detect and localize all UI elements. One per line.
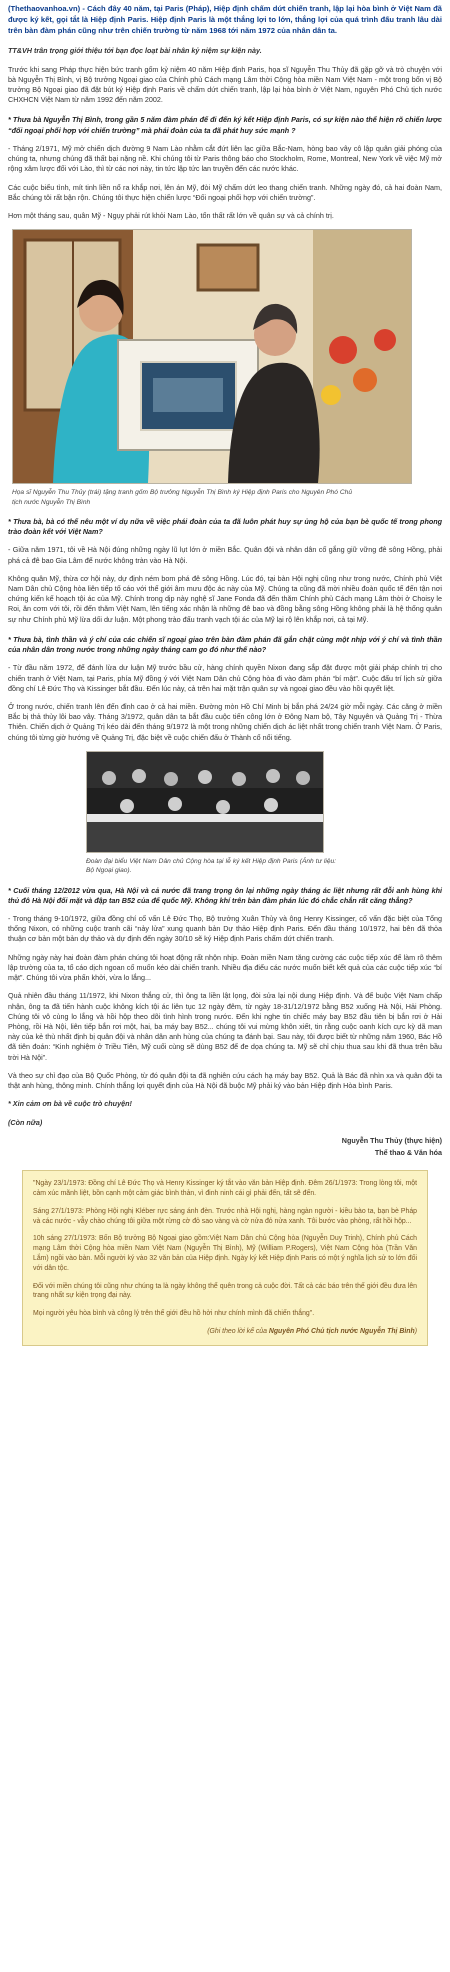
publication-name: Thể thao & Văn hóa [374, 1147, 442, 1157]
quote-entry: Đối với miền chúng tôi cũng như chúng ta là ngày không thể quên trong cả cuộc đời. Tất cả các báo trên thế giới đều đưa lên trang nhất sự kiện trọng đại này. [33, 1282, 417, 1300]
photo-illustration [87, 752, 323, 852]
paragraph: Quả nhiên đầu tháng 11/1972, khi Nixon thắng cử, thì ông ta liền lật lọng, đòi sửa lại nội dung Hiệp định. Và để buộc Việt Nam chấp nhận, ông ta đã tiến hành cuộc không kích tội ác liên tục 12 ngày đêm, từ ngày 18-31/12/1972 bằng B52 xuống Hà Nội, Hải Phòng. Chúng tôi vô cùng lo lắng và hồi hộp theo dõi tình hình trong nước. Đến khi nghe tin chiếc máy bay B52 đầu tiên bị bắn rơi ở Hải Phòng, rồi Hà Nội, liên tiếp bắn rơi một, hai, ba máy bay B52... chúng tôi vui mừng khôn xiết, tin rằng cuộc oanh kích cực kỳ dã man này của kẻ thù nhất định bị quân đội và nhân dân anh hùng của chúng ta đánh bại. Sau này, tôi được biết từ những năm 1960, Bác Hồ đã tiên đoán: “Kinh nghiệm ở Triều Tiên, Mỹ cuối cùng sẽ dùng B52 để đe dọa chúng ta. Mỹ sẽ chỉ chịu thua sau khi đã thua trên bầu trời Hà Nội”. [8, 991, 442, 1062]
figure-photo-2 [8, 751, 442, 876]
quote-source-suffix: ) [414, 1327, 417, 1335]
author-signature: Nguyễn Thu Thủy (thực hiện) [341, 1135, 442, 1145]
paragraph: - Từ đầu năm 1972, để đánh lừa dư luận Mỹ trước bầu cử, hàng chính quyền Nixon đang sắp đặt được một giải pháp chính trị cho chiến tranh ở Việt Nam, tại Paris, phía Mỹ đồng ý với Việt Nam Dân chủ Cộng hòa đi vào đàm phán “bí mật”. Cuộc đấu trí lịch sử giữa đồng chí Lê Đức Thọ và Kissinger bắt đầu. Đến lúc này, cả trên hai mặt trận quân sự và ngoại giao đều vào hồi quyết liệt. [8, 663, 442, 693]
paragraph: Trước khi sang Pháp thực hiện bức tranh gốm kỷ niệm 40 năm Hiệp định Paris, họa sĩ Nguyễn Thu Thủy đã gặp gỡ và trò chuyện với bà Nguyễn Thị Bình, vị Bộ trưởng Ngoại giao của Chính phủ Cách mạng Lâm thời Cộng hòa miền Nam Việt Nam - một trong bốn vị Bộ trưởng Bộ Ngoại giao đã đặt bút ký Hiệp định Paris về chấm dứt chiến tranh, lập lại hòa bình ở Việt Nam, nguyên Phó Chủ tịch nước CHXHCN Việt Nam từ năm 1992 đến năm 2002. [8, 64, 442, 105]
article [8, 0, 442, 1352]
paragraph: Những ngày này hai đoàn đàm phán chúng tôi hoạt động rất nhộn nhịp. Đoàn miền Nam tăng cường các cuộc tiếp xúc để làm rõ thêm lập trường của ta, tổ cáo dịch ngoan cố muốn kéo dài chiến tranh. Nhiều địa điểu các nước muốn biết kết quả của các cuộc tiếp xúc “bí mật”. Chúng tôi vừa phấn khởi, vừa lo lắng... [8, 952, 442, 983]
figure-photo-1 [8, 229, 442, 507]
article-lead: (Thethaovanhoa.vn) - Cách đây 40 năm, tại Paris (Pháp), Hiệp định chấm dứt chiến tranh, lập lại hòa bình ở Việt Nam đã được ký kết, gọi tắt là Hiệp định Paris. Hiệp định Paris là một thắng lợi to lớn, thắng lợi của quá trình đấu tranh lâu dài trên bàn đàm phán cũng như trên chiến trường từ năm 1968 tới năm 1972 của nhân dân ta. [8, 4, 442, 35]
quote-source-name: Nguyên Phó Chủ tịch nước Nguyễn Thị Bình [268, 1327, 415, 1335]
paragraph: Hơn một tháng sau, quân Mỹ - Ngụy phải rút khỏi Nam Lào, tổn thất rất lớn về quân sự và cả chính trị. [8, 210, 334, 220]
quote-box [22, 1170, 428, 1346]
paragraph: - Giữa năm 1971, tôi về Hà Nội đúng những ngày lũ lụt lớn ở miền Bắc. Quân đội và nhân dân cố gắng giữ vững đê sông Hồng, phải phá cả đê bao Gia Lâm để nước không tràn vào Hà Nội. [8, 545, 442, 565]
photo-caption: Họa sĩ Nguyễn Thu Thủy (trái) tặng tranh gốm Bộ trưởng Nguyễn Thị Bình ký Hiệp định Paris cho Nguyên Phó Chủ tịch nước Nguyễn Thị Bình [12, 489, 352, 506]
quote-entry: Sáng 27/1/1973: Phòng Hội nghị Kléber rực sáng ánh đèn. Trước nhà Hội nghị, hàng ngàn người - kiều bào ta, bạn bè Pháp và các nước - vẫy chào chúng tôi giữa một rừng cờ đỏ sao vàng và cờ nửa đỏ nửa xanh. Tôi bước vào phòng, rất hồi hộp... [33, 1207, 417, 1225]
photo-caption: Đoàn đại biểu Việt Nam Dân chủ Cộng hòa tại lễ ký kết Hiệp định Paris (Ảnh tư liệu: Bộ Ngoại giao). [86, 857, 336, 875]
paragraph: Các cuộc biểu tình, mít tinh liền nổ ra khắp nơi, lên án Mỹ, đòi Mỹ chấm dứt leo thang chiến tranh. Những ngày đó, cả hai đoàn Nam, Bắc chúng tôi rất bận rộn. Chúng tôi thực hiện chiến lược “Đối ngoại phối hợp với chiến trường”. [8, 182, 442, 202]
paragraph: - Tháng 2/1971, Mỹ mở chiến dịch đường 9 Nam Lào nhằm cắt đứt liên lạc giữa Bắc-Nam, hòng bao vây cô lập quân giải phóng của chúng ta, nhưng chúng đã thất bại nặng nề. Khi chúng tôi từ Paris thông báo cho Stockholm, Rome, Montreal, New York về việc Mỹ mở rộng xâm lược đối với Lào, thì từ các nơi này, tin tức lập tức lan truyền đến các nước khác. [8, 143, 442, 174]
quote-entry: "Ngày 23/1/1973: Đồng chí Lê Đức Thọ và Henry Kissinger ký tắt vào văn bản Hiệp định. Đêm 26/1/1973: Trong lòng tôi, một cảm xúc mãnh liệt, bồn cạnh một cảm giác bình thản, vì đinh ninh cái gì phải đến, tất sẽ đến. [33, 1180, 417, 1197]
closing-thanks: * Xin cảm ơn bà về cuộc trò chuyện! [8, 1099, 132, 1109]
paragraph: Không quân Mỹ, thừa cơ hội này, dự định ném bom phá đê sông Hồng. Lúc đó, tại bàn Hội nghị cũng như trong nước, Chính phủ Việt Nam Dân chủ Cộng hòa liên tiếp tố cáo với thế giới âm mưu độc ác này của Mỹ. Chúng ta cũng đã mời nhiều đoàn quốc tế đến tận nơi chứng kiến kế hoạch tội ác của Mỹ. Chính trong dịp này nghệ sĩ Jane Fonda đã đến thăm Chính phủ Cách mạng Lâm thời ở Choisy le Roi, ăn cơm với tôi, rồi đến thăm Việt Nam, lên tiếng xác nhận là những đê bao và đồng bằng sông Hồng không phải là hệ thống quân sự như Chính phủ Mỹ lừa dối dư luận. Một phong trào đấu tranh vạch tội ác của Mỹ lại rộ lên khắp nơi, cả tại Mỹ. [8, 573, 442, 624]
interview-question: * Thưa bà Nguyễn Thị Bình, trong gần 5 năm đàm phán để đi đến ký kết Hiệp định Paris, có sự kiện nào thể hiện rõ chiến lược “đối ngoại phối hợp với chiến trường” mà phái đoàn của ta đã phát huy sức mạnh ? [8, 115, 442, 135]
paragraph: Ở trong nước, chiến tranh lên đến đỉnh cao ở cả hai miền. Đường mòn Hồ Chí Minh bị bắn phá 24/24 giờ mỗi ngày. Các căng ở miền Bắc bị thả thủy lôi bao vây. Tháng 3/1972, quân dân ta bắt đầu cuộc tiến công lớn ở Đông Nam bộ, Tây Nguyên và Quảng Trị - Thừa Thiên. Chiến dịch ở Quảng Trị kéo dài đến tháng 9/1972 là một trong những chiến dịch ác liệt nhất trong chiến tranh Việt Nam. Ở Paris, chúng tôi từng giờ hướng về Quảng Trị, đặc biệt về cuộc chiến đấu ở Thành cổ nổi tiếng. [8, 701, 442, 742]
interview-question: * Thưa bà, bà có thể nêu một ví dụ nữa về việc phái đoàn của ta đã luôn phát huy sự ủng hộ của bạn bè quốc tế trong phong trào đoàn kết với Việt Nam? [8, 516, 442, 537]
paragraph: Và theo sự chỉ đạo của Bộ Quốc Phòng, từ đó quân đội ta đã nghiên cứu cách hạ máy bay B52. Quả là Bác đã nhìn xa và quân đội ta thật anh hùng, thông minh. Chính thắng lợi quyết định của Hà Nội đã buộc Mỹ phải ký vào bản Hiệp định Hòa bình Paris. [8, 1070, 442, 1091]
article-intro: TT&VH trân trọng giới thiệu tới bạn đọc loạt bài nhân kỷ niệm sự kiện này. [8, 46, 262, 56]
paragraph: - Trong tháng 9-10/1972, giữa đồng chí cố vấn Lê Đức Thọ, Bộ trưởng Xuân Thủy và ông Henry Kissinger, cố vấn đặc biệt của Tổng thống Nixon, có những cuộc tranh cãi “nảy lửa” xung quanh bản Dự thảo Hiệp định Paris. Đến đầu tháng 10/1972, hai bên đã thỏa thuận cơ bản một bản dự thảo và dự định đến ngày 30/10 sẽ ký Hiệp định Paris chấm dứt chiến tranh. [8, 914, 442, 944]
quote-entry: 10h sáng 27/1/1973: Bốn Bộ trưởng Bộ Ngoại giao gồm:Việt Nam Dân chủ Cộng hòa (Nguyễn Duy Trinh), Chính phủ Cách mạng Lâm thời Cộng hòa miền Nam Việt Nam (Nguyễn Thị Bình), Mỹ (William P.Rogers), Việt Nam Cộng hòa (Trần Văn Lắm) ngồi vào bàn. Mỗi người ký vào 32 văn bản của Hiệp định. Ngày ký kết Hiệp định Paris có một ý nghĩa lịch sử to lớn đối với dân tộc. [33, 1235, 417, 1272]
to-be-continued: (Còn nữa) [8, 1117, 43, 1127]
photo-illustration [13, 230, 411, 483]
quote-entry: Mọi người yêu hòa bình và công lý trên thế giới đều hồ hởi như chính mình đã chiến thắng". [33, 1310, 315, 1318]
photo-delegation [86, 751, 324, 853]
quote-source [33, 1327, 417, 1337]
interview-question: * Thưa bà, tình thần và ý chí của các chiến sĩ ngoại giao trên bàn đàm phán đã gắn chặt cùng một nhịp với ý chí và tình thần của nhân dân trong nước trong những ngày tháng cam go đó như thế nào? [8, 634, 442, 655]
quote-source-prefix: (Ghi theo lời kể của [207, 1327, 269, 1335]
interview-question: * Cuối tháng 12/2012 vừa qua, Hà Nội và cả nước đã trang trọng ôn lại những ngày tháng ác liệt nhưng rất đỗi anh hùng khi thủ đô Hà Nội đối mặt và đập tan B52 của đế quốc Mỹ. Không khí trên bàn đàm phán lúc đó chắc chắn rất căng thẳng? [8, 885, 442, 905]
photo-painting-gift [12, 229, 412, 484]
